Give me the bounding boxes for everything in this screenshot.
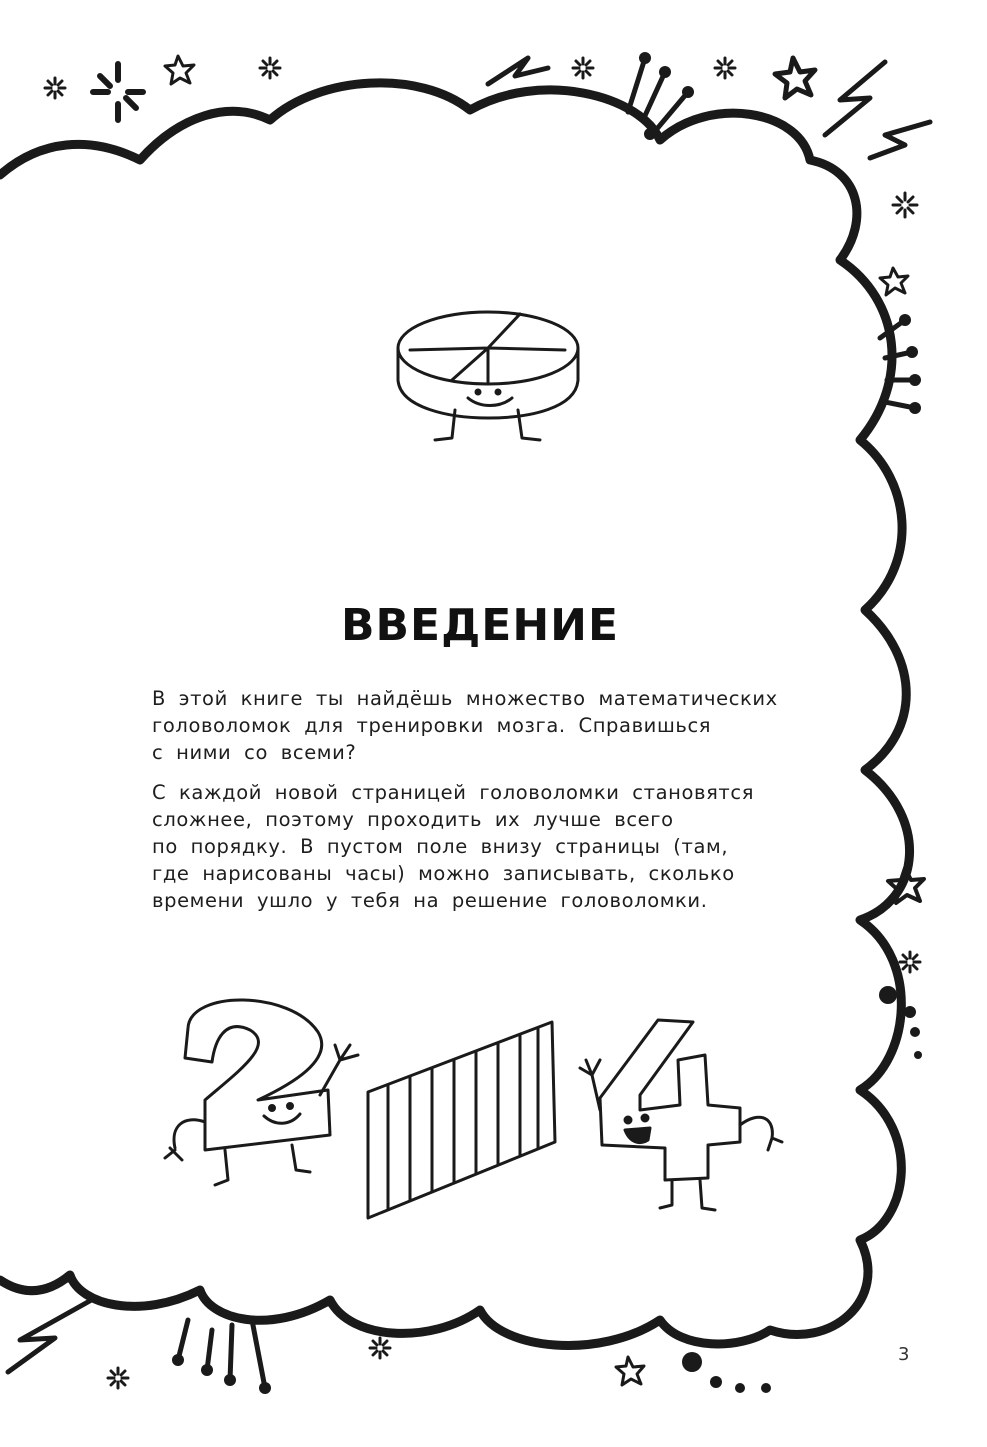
intro-paragraph-2 bbox=[152, 779, 812, 914]
number-two-character-icon bbox=[165, 1000, 358, 1185]
paragraph-line: по порядку. В пустом поле внизу страницы (там, bbox=[152, 835, 729, 858]
paragraph-line: с ними со всеми? bbox=[152, 741, 357, 764]
star-icon bbox=[616, 1357, 644, 1385]
number-four-character-icon bbox=[580, 1020, 782, 1210]
burst-icon bbox=[93, 64, 143, 120]
sparkle-icon bbox=[108, 1368, 128, 1388]
paragraph-line: В этой книге ты найдёшь множество математических bbox=[152, 687, 778, 710]
star-icon bbox=[165, 56, 194, 84]
paragraph-line: С каждой новой страницей головоломки становятся bbox=[152, 781, 755, 804]
page-title: ВВЕДЕНИЕ bbox=[340, 600, 620, 651]
pie-character-icon bbox=[398, 312, 578, 440]
sparkle-icon bbox=[900, 952, 920, 972]
sparkle-icon bbox=[45, 78, 65, 98]
star-icon bbox=[775, 58, 815, 98]
parallelogram-striped-icon bbox=[368, 1022, 555, 1218]
sparkle-icon bbox=[260, 58, 280, 78]
intro-paragraph-1 bbox=[152, 685, 812, 766]
antenna-icon bbox=[178, 1320, 265, 1388]
lightning-icon bbox=[488, 58, 548, 84]
page-number: 3 bbox=[898, 1344, 910, 1365]
sparkle-icon bbox=[370, 1338, 390, 1358]
lightning-icon bbox=[825, 62, 885, 135]
paragraph-line: времени ушло у тебя на решение головоломки. bbox=[152, 889, 708, 912]
paragraph-line: сложнее, поэтому проходить их лучше всего bbox=[152, 808, 674, 831]
sparkle-icon bbox=[715, 58, 735, 78]
paragraph-line: головоломок для тренировки мозга. Справишься bbox=[152, 714, 712, 737]
sparkle-icon bbox=[893, 193, 917, 217]
paragraph-line: где нарисованы часы) можно записывать, сколько bbox=[152, 862, 735, 885]
lightning-icon bbox=[870, 122, 930, 158]
lightning-icon bbox=[8, 1298, 95, 1372]
star-icon bbox=[880, 268, 908, 295]
sparkle-icon bbox=[573, 58, 593, 78]
